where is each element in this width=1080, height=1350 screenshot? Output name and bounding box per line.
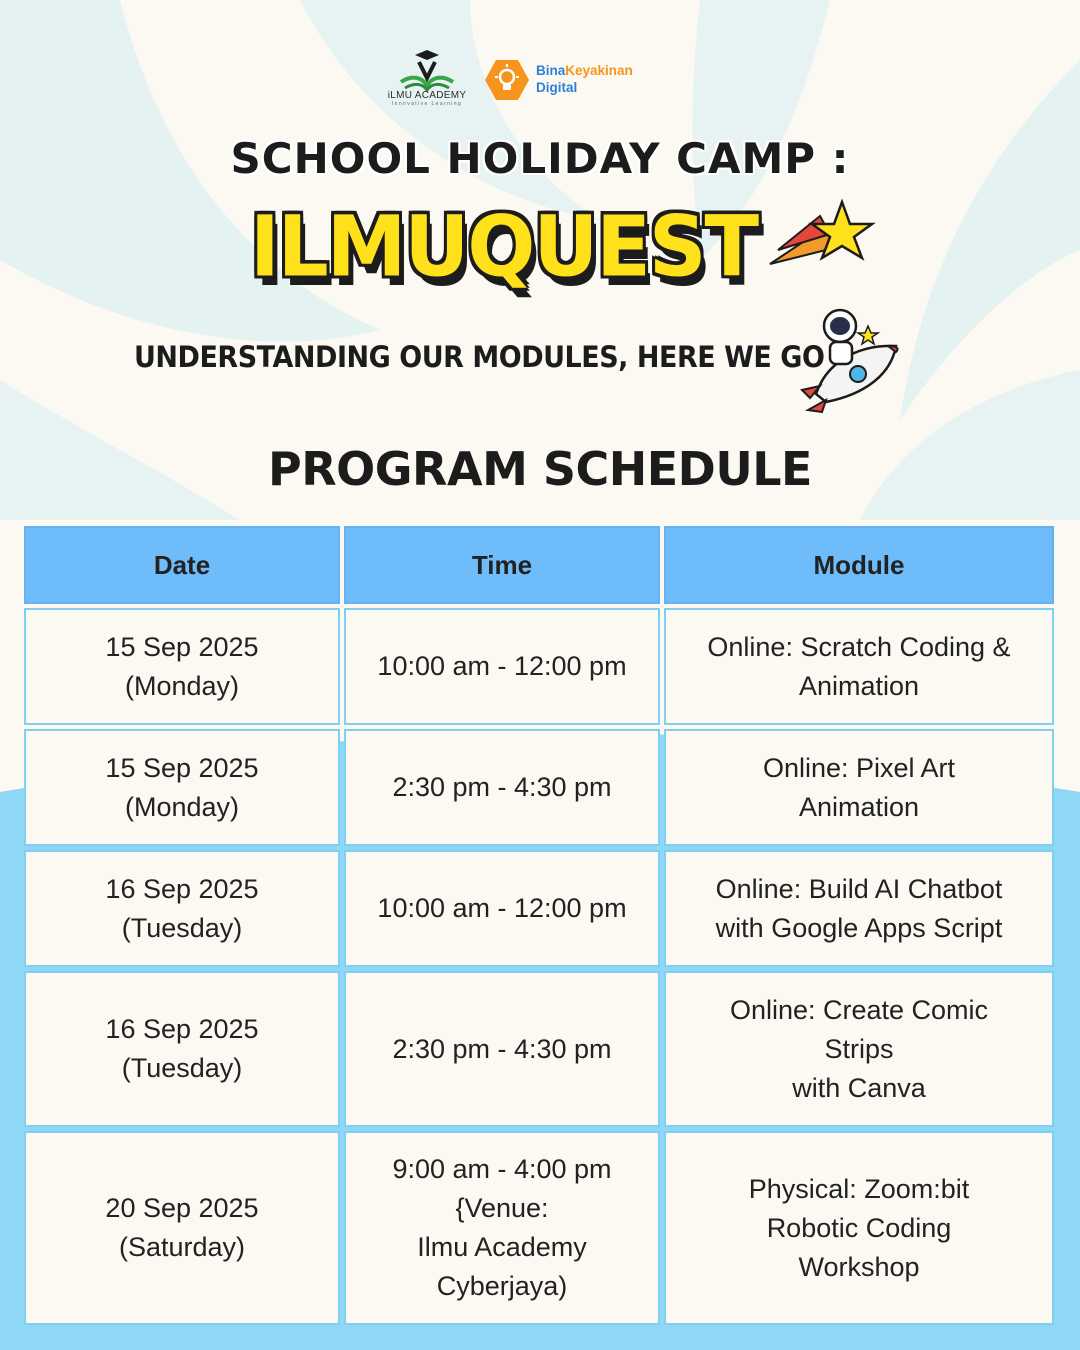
table-row [24, 1131, 1054, 1325]
module-cell: Online: Build AI Chatbot with Google Apps Script [664, 850, 1054, 967]
time-cell: 10:00 am - 12:00 pm [344, 608, 660, 725]
digital-text: Digital [536, 80, 578, 95]
time-cell: 2:30 pm - 4:30 pm [344, 971, 660, 1127]
date-cell: 15 Sep 2025 (Monday) [24, 729, 340, 846]
date-cell: 16 Sep 2025 (Tuesday) [24, 971, 340, 1127]
ilmu-academy-logo [382, 48, 472, 116]
table-row [24, 608, 1054, 725]
module-cell: Online: Create Comic Strips with Canva [664, 971, 1054, 1127]
astronaut-rocket-icon [796, 304, 906, 414]
table-header-row [24, 526, 1054, 604]
bina-text: Bina [536, 63, 566, 78]
date-cell: 15 Sep 2025 (Monday) [24, 608, 340, 725]
module-cell: Online: Scratch Coding & Animation [664, 608, 1054, 725]
table-row [24, 971, 1054, 1127]
time-cell: 9:00 am - 4:00 pm {Venue: Ilmu Academy Cyberjaya) [344, 1131, 660, 1325]
column-header-time: Time [344, 526, 660, 604]
column-header-module: Module [664, 526, 1054, 604]
schedule-table [20, 522, 1058, 1329]
lightbulb-hex-icon [484, 58, 530, 102]
date-cell: 20 Sep 2025 (Saturday) [24, 1131, 340, 1325]
logo-row [0, 48, 1080, 116]
table-row [24, 850, 1054, 967]
ilmu-academy-tagline: Innovative Learning [391, 101, 463, 107]
modules-subtitle: UNDERSTANDING OUR MODULES, HERE WE GO [134, 340, 825, 374]
ilmuquest-banner [230, 194, 890, 314]
module-cell: Online: Pixel Art Animation [664, 729, 1054, 846]
keyakinan-text: Keyakinan [565, 63, 633, 78]
table-row [24, 729, 1054, 846]
date-cell: 16 Sep 2025 (Tuesday) [24, 850, 340, 967]
module-cell: Physical: Zoom:bit Robotic Coding Workshop [664, 1131, 1054, 1325]
schedule-title: PROGRAM SCHEDULE [268, 442, 812, 496]
column-header-date: Date [24, 526, 340, 604]
ilmu-academy-name: iLMU ACADEMY [387, 90, 467, 101]
ilmuquest-title: ILMUQUEST [250, 197, 758, 296]
graduation-book-icon [395, 48, 459, 92]
time-cell: 2:30 pm - 4:30 pm [344, 729, 660, 846]
time-cell: 10:00 am - 12:00 pm [344, 850, 660, 967]
camp-title: SCHOOL HOLIDAY CAMP : [230, 134, 850, 183]
